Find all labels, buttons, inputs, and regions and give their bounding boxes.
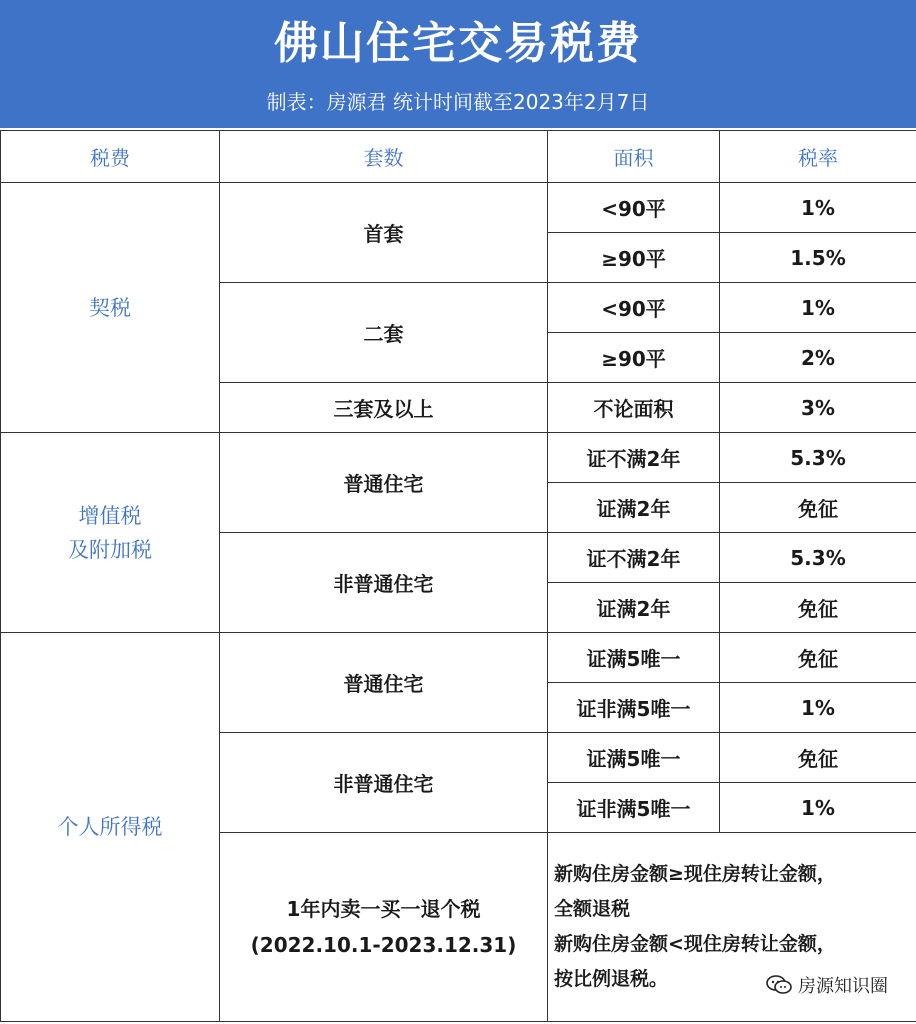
watermark xyxy=(766,972,888,998)
category-vat-line1: 增值税 xyxy=(78,503,142,528)
column-header-count: 套数 xyxy=(220,131,548,183)
refund-note-line3: 新购住房金额<现住房转让金额， xyxy=(554,933,836,955)
table-row xyxy=(1,633,916,683)
count-refund-policy xyxy=(220,833,548,1022)
page-title: 佛山住宅交易税费 xyxy=(274,18,642,69)
category-deed-tax: 契税 xyxy=(1,183,220,433)
area-cell: ≥90平 xyxy=(548,233,720,283)
table-row xyxy=(1,183,916,233)
count-third-home: 三套及以上 xyxy=(220,383,548,433)
count-ordinary-residence: 普通住宅 xyxy=(220,633,548,733)
rate-cell: 3% xyxy=(720,383,916,433)
wechat-icon xyxy=(766,975,792,995)
table-header-row xyxy=(1,131,916,183)
tax-table xyxy=(0,130,916,1022)
rate-cell: 5.3% xyxy=(720,533,916,583)
area-cell: 证不满2年 xyxy=(548,433,720,483)
rate-cell: 免征 xyxy=(720,733,916,783)
watermark-text: 房源知识圈 xyxy=(798,976,888,997)
refund-label-line1: 1年内卖一买一退个税 xyxy=(286,897,481,921)
category-vat xyxy=(1,433,220,633)
rate-cell: 1% xyxy=(720,683,916,733)
area-cell: 证满5唯一 xyxy=(548,733,720,783)
rate-cell: 5.3% xyxy=(720,433,916,483)
area-cell: 不论面积 xyxy=(548,383,720,433)
area-cell: 证非满5唯一 xyxy=(548,683,720,733)
column-header-area: 面积 xyxy=(548,131,720,183)
refund-note-line4: 按比例退税。 xyxy=(554,968,669,990)
refund-note-line2: 全额退税 xyxy=(554,898,631,920)
category-income-tax: 个人所得税 xyxy=(1,633,220,1022)
table-row xyxy=(1,433,916,483)
area-cell: 证非满5唯一 xyxy=(548,783,720,833)
count-first-home: 首套 xyxy=(220,183,548,283)
count-non-ordinary-residence: 非普通住宅 xyxy=(220,733,548,833)
area-cell: <90平 xyxy=(548,283,720,333)
rate-cell: 2% xyxy=(720,333,916,383)
column-header-rate: 税率 xyxy=(720,131,916,183)
count-second-home: 二套 xyxy=(220,283,548,383)
header-banner xyxy=(0,0,916,128)
rate-cell: 1% xyxy=(720,283,916,333)
rate-cell: 1.5% xyxy=(720,233,916,283)
area-cell: 证不满2年 xyxy=(548,533,720,583)
count-ordinary-residence: 普通住宅 xyxy=(220,433,548,533)
page-subtitle: 制表：房源君 统计时间截至2023年2月7日 xyxy=(266,90,650,114)
area-cell: 证满2年 xyxy=(548,583,720,633)
count-non-ordinary-residence: 非普通住宅 xyxy=(220,533,548,633)
area-cell: ≥90平 xyxy=(548,333,720,383)
rate-cell: 免征 xyxy=(720,483,916,533)
rate-cell: 免征 xyxy=(720,633,916,683)
area-cell: <90平 xyxy=(548,183,720,233)
rate-cell: 1% xyxy=(720,183,916,233)
column-header-tax: 税费 xyxy=(1,131,220,183)
area-cell: 证满2年 xyxy=(548,483,720,533)
category-vat-line2: 及附加税 xyxy=(68,537,152,562)
refund-note-line1: 新购住房金额≥现住房转让金额， xyxy=(554,863,836,885)
rate-cell: 免征 xyxy=(720,583,916,633)
area-cell: 证满5唯一 xyxy=(548,633,720,683)
refund-label-line2: (2022.10.1-2023.12.31) xyxy=(250,933,517,957)
rate-cell: 1% xyxy=(720,783,916,833)
